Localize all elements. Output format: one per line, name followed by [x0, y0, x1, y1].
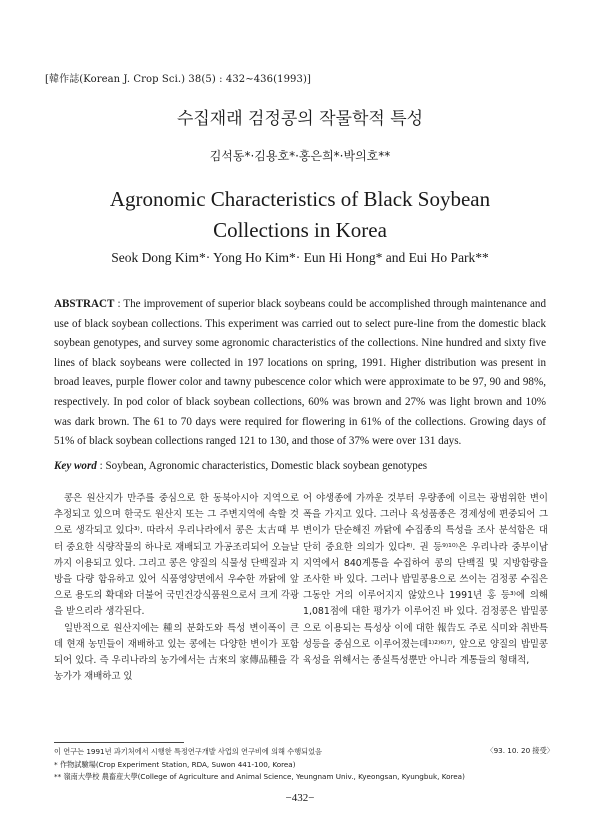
funding-note: 이 연구는 1991년 과기처에서 시행한 특정연구개발 사업의 연구비에 의해 수행되었음	[54, 747, 322, 756]
english-authors: Seok Dong Kim*· Yong Ho Kim*· Eun Hi Hong* and Eui Ho Park**	[111, 250, 489, 265]
english-title-line-2: Collections in Korea	[213, 218, 387, 242]
keywords	[54, 460, 554, 472]
body-column-right	[303, 491, 548, 669]
footnotes	[54, 746, 554, 784]
body-paragraph: 어 야생종에 가까운 것부터 우량종에 이르는 광범위한 변이폭을 가지고 있다. 그러나 육성품종은 경제성에 편중되어 그 변이가 단순해진 까닭에 수집종의 특성을 조사 분석함은 대단히 중요한 의의가 있다⁸⁾. 권 등⁹⁾¹⁰⁾은 우리나라 중부이남 지역에서 840계통을 수집하여 콩의 단백질 및 지방함량을 조사한 바 있다. 그러나 밥밑콩용으로 쓰이는 검정콩 수집은 그동안 거의 이루어지지 않았으나 1991년 홍 등³⁾에 의해 1,081점에 대한 평가가 이루어진 바 있다. 검정콩은 밥밑콩으로 이용되는 특성상 이에 대한 報告도 주로 식미와 취반특성등을 중심으로 이루어졌는데¹⁾²⁾⁶⁾⁷⁾, 앞으로 양질의 밥밑콩 육성을 위해서는 종실특성뿐만 아니라 계통들의 형태적,	[303, 493, 548, 667]
body-column-left	[54, 491, 299, 685]
affiliation-1: * 作物試驗場(Crop Experiment Station, RDA, Suwon 441-100, Korea)	[54, 759, 296, 769]
footnote-divider	[54, 742, 184, 743]
abstract-text: : The improvement of superior black soybeans could be accomplished through maintenance and use of black soybean collections. This experiment was carried out to select pure-line from the domestic black soybean genotypes, and survey some agronomic characteristics of the collections. Nine hundred and sixty five lines of black soybeans were collected in 197 locations on spring, 1991. Higher distribution was present in broad leaves, purple flower color and tawny pubescence color which were approximate to be 97, 90 and 98%, respectively. In pod color of black soybean collections, 60% was brown and 27% was light brown and 10% was dark brown. The 61 to 70 days were required for flowering in 61% of the collections. Growing days of 51% of black soybean collections ranged 121 to 130, and those of 37% were over 131 days.	[54, 298, 546, 448]
english-title	[0, 184, 600, 246]
keyword-text: : Soybean, Agronomic characteristics, Domestic black soybean genotypes	[96, 460, 428, 472]
abstract-label: ABSTRACT	[54, 298, 115, 310]
keyword-label: Key word	[54, 460, 97, 472]
body-paragraph: 콩은 원산지가 만주를 중심으로 한 동북아시아 지역으로 추정되고 있으며 한국도 원산지 또는 그 주변지역에 속할 것으로 생각되고 있다³⁾. 따라서 우리나라에서 콩은 太古때 부터 중요한 식량작물의 하나로 재배되고 가공조리되어 오늘날까지 이용되고 있다. 그리고 콩은 양질의 식물성 단백질과 지방을 다량 함유하고 있어 식품영양면에서 우수한 까닭에 앞으로 용도의 확대와 더불어 국민건강식품원으로서 크게 각광을 받으리라 생각된다.	[54, 493, 299, 618]
affiliation-2: ** 嶺南大學校 農畜産大學(College of Agriculture and Animal Science, Yeungnam Univ., Kyeongsan, Kyungbuk, Korea)	[54, 772, 465, 781]
abstract	[54, 295, 546, 452]
page-number: −432−	[285, 792, 315, 804]
korean-authors: 김석동*·김용호*·홍은희*·박의호**	[209, 149, 391, 163]
received-date: 〈93. 10. 20 接受〉	[486, 746, 554, 755]
korean-title: 수집재래 검정콩의 작물학적 특성	[176, 109, 424, 129]
body-paragraph: 일반적으로 원산지에는 種의 분화도와 특성 변이폭이 큰데 현재 농민들이 재배하고 있는 콩에는 다양한 변이가 포함되어 있다. 즉 우리나라의 농가에서는 古來의 家傳品種을 각 농가가 재배하고 있	[54, 622, 299, 683]
english-title-line-1: Agronomic Characteristics of Black Soybean	[109, 187, 491, 211]
journal-reference: [韓作誌(Korean J. Crop Sci.) 38(5) : 432∼436(1993)]	[45, 74, 311, 85]
